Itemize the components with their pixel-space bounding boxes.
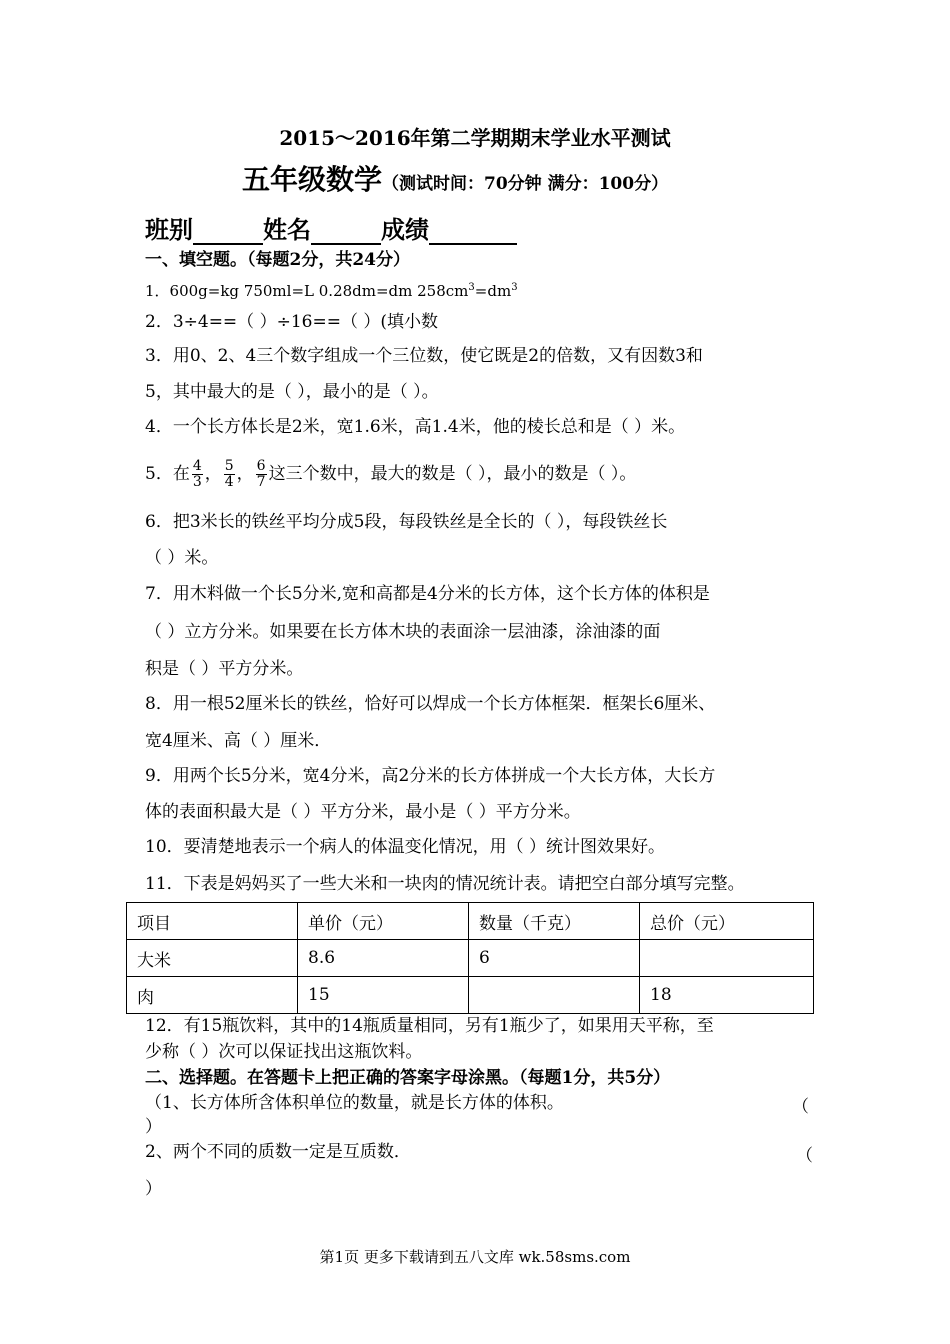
table-cell: 15 [298, 977, 469, 1014]
q1-text: 1．600g=kg 750ml=L 0.28dm=dm 258cm [145, 282, 469, 300]
exam-info: 测试时间：70分钟 满分：100分 [399, 174, 652, 194]
question-12-line2: 少称（ ）次可以保证找出这瓶饮料。 [145, 1042, 423, 1062]
exam-title: 2015～2016年第二学期期末学业水平测试 [279, 126, 671, 150]
question-6-line2: （ ）米。 [145, 548, 219, 568]
fraction-5-4: $\frac{5}{4}$ [224, 458, 234, 490]
table-header: 项目 [127, 903, 298, 940]
question-9-line1: 9．用两个长5分米，宽4分米，高2分米的长方体拼成一个大长方体，大长方 [145, 766, 716, 786]
purchase-table [126, 902, 814, 1014]
question-2: 2．3÷4==（ ）÷16==（ ）(填小数 [145, 312, 438, 332]
question-11: 11．下表是妈妈买了一些大米和一块肉的情况统计表。请把空白部分填写完整。 [145, 874, 745, 894]
question-8-line2: 宽4厘米、高（ ）厘米． [145, 731, 332, 751]
table-header-row [127, 903, 814, 940]
judge-1-text: （1、长方体所含体积单位的数量，就是长方体的体积。 [145, 1093, 564, 1113]
table-cell: 6 [469, 940, 640, 977]
question-7-line2: （ ）立方分米。如果要在长方体木块的表面涂一层油漆，涂油漆的面 [145, 622, 661, 642]
table-row [127, 977, 814, 1014]
judge-1-paren-open[interactable]: （ [792, 1097, 809, 1117]
judge-2-paren-open[interactable]: （ [796, 1146, 813, 1166]
question-9-line2: 体的表面积最大是（ ）平方分米，最小是（ ）平方分米。 [145, 802, 581, 822]
paren-close: ） [651, 174, 669, 194]
subject-title: 五年级数学 [242, 163, 383, 196]
score-blank[interactable] [429, 221, 517, 245]
question-10: 10．要清楚地表示一个病人的体温变化情况，用（ ）统计图效果好。 [145, 837, 666, 857]
table-row [127, 940, 814, 977]
question-3-line2: 5，其中最大的是（ ），最小的是（ ）。 [145, 382, 439, 402]
judge-2-text: 2、两个不同的质数一定是互质数． [145, 1142, 411, 1162]
table-cell-blank[interactable] [469, 977, 640, 1014]
question-5 [145, 457, 636, 491]
exam-subtitle [242, 158, 668, 198]
question-8-line1: 8．用一根52厘米长的铁丝，恰好可以焊成一个长方体框架．框架长6厘米、 [145, 694, 716, 714]
fraction-6-7: $\frac{6}{7}$ [256, 458, 266, 490]
class-label: 班别 [145, 215, 193, 244]
table-cell-blank[interactable] [640, 940, 814, 977]
question-7-line1: 7．用木料做一个长5分米,宽和高都是4分米的长方体，这个长方体的体积是 [145, 584, 710, 604]
question-1: 1．600g=kg 750ml=L 0.28dm=dm $258cm^3=dm^3$ [145, 282, 518, 300]
table-cell: 大米 [127, 940, 298, 977]
name-blank[interactable] [311, 221, 381, 245]
question-12-line1: 12．有15瓶饮料，其中的14瓶质量相同，另有1瓶少了，如果用天平称，至 [145, 1016, 714, 1036]
student-info-row [145, 210, 517, 245]
q5-sep2: ， [236, 464, 254, 484]
table-header: 总价（元） [640, 903, 814, 940]
paren-open: （ [382, 174, 400, 194]
q5-suffix: 这三个数中，最大的数是（ ），最小的数是（ ）。 [268, 464, 637, 484]
question-3-line1: 3．用0、2、4三个数字组成一个三位数，使它既是2的倍数，又有因数3和 [145, 346, 703, 366]
name-label: 姓名 [263, 215, 311, 244]
class-blank[interactable] [193, 221, 263, 245]
page-footer: 第1页 更多下载请到五八文库 wk.58sms.com [319, 1248, 631, 1266]
q5-sep1: ， [204, 464, 222, 484]
score-label: 成绩 [381, 215, 429, 244]
q5-prefix: 5．在 [145, 464, 190, 484]
section1-heading: 一、填空题。（每题2分，共24分） [145, 250, 410, 270]
table-header: 数量（千克） [469, 903, 640, 940]
q1-text-end: =dm [474, 282, 512, 300]
judge-1-paren-close: ） [145, 1117, 162, 1137]
question-6-line1: 6．把3米长的铁丝平均分成5段，每段铁丝是全长的（ ），每段铁丝长 [145, 512, 668, 532]
fraction-4-3: $\frac{4}{3}$ [192, 458, 202, 490]
table-cell: 8.6 [298, 940, 469, 977]
question-7-line3: 积是（ ）平方分米。 [145, 659, 304, 679]
judge-2-paren-close: ） [145, 1179, 162, 1199]
table-cell: 18 [640, 977, 814, 1014]
table-header: 单价（元） [298, 903, 469, 940]
section2-heading: 二、选择题。在答题卡上把正确的答案字母涂黑。（每题1分，共5分） [145, 1068, 671, 1088]
table-cell: 肉 [127, 977, 298, 1014]
question-4: 4．一个长方体长是2米，宽1.6米，高1.4米，他的棱长总和是（ ）米。 [145, 417, 686, 437]
